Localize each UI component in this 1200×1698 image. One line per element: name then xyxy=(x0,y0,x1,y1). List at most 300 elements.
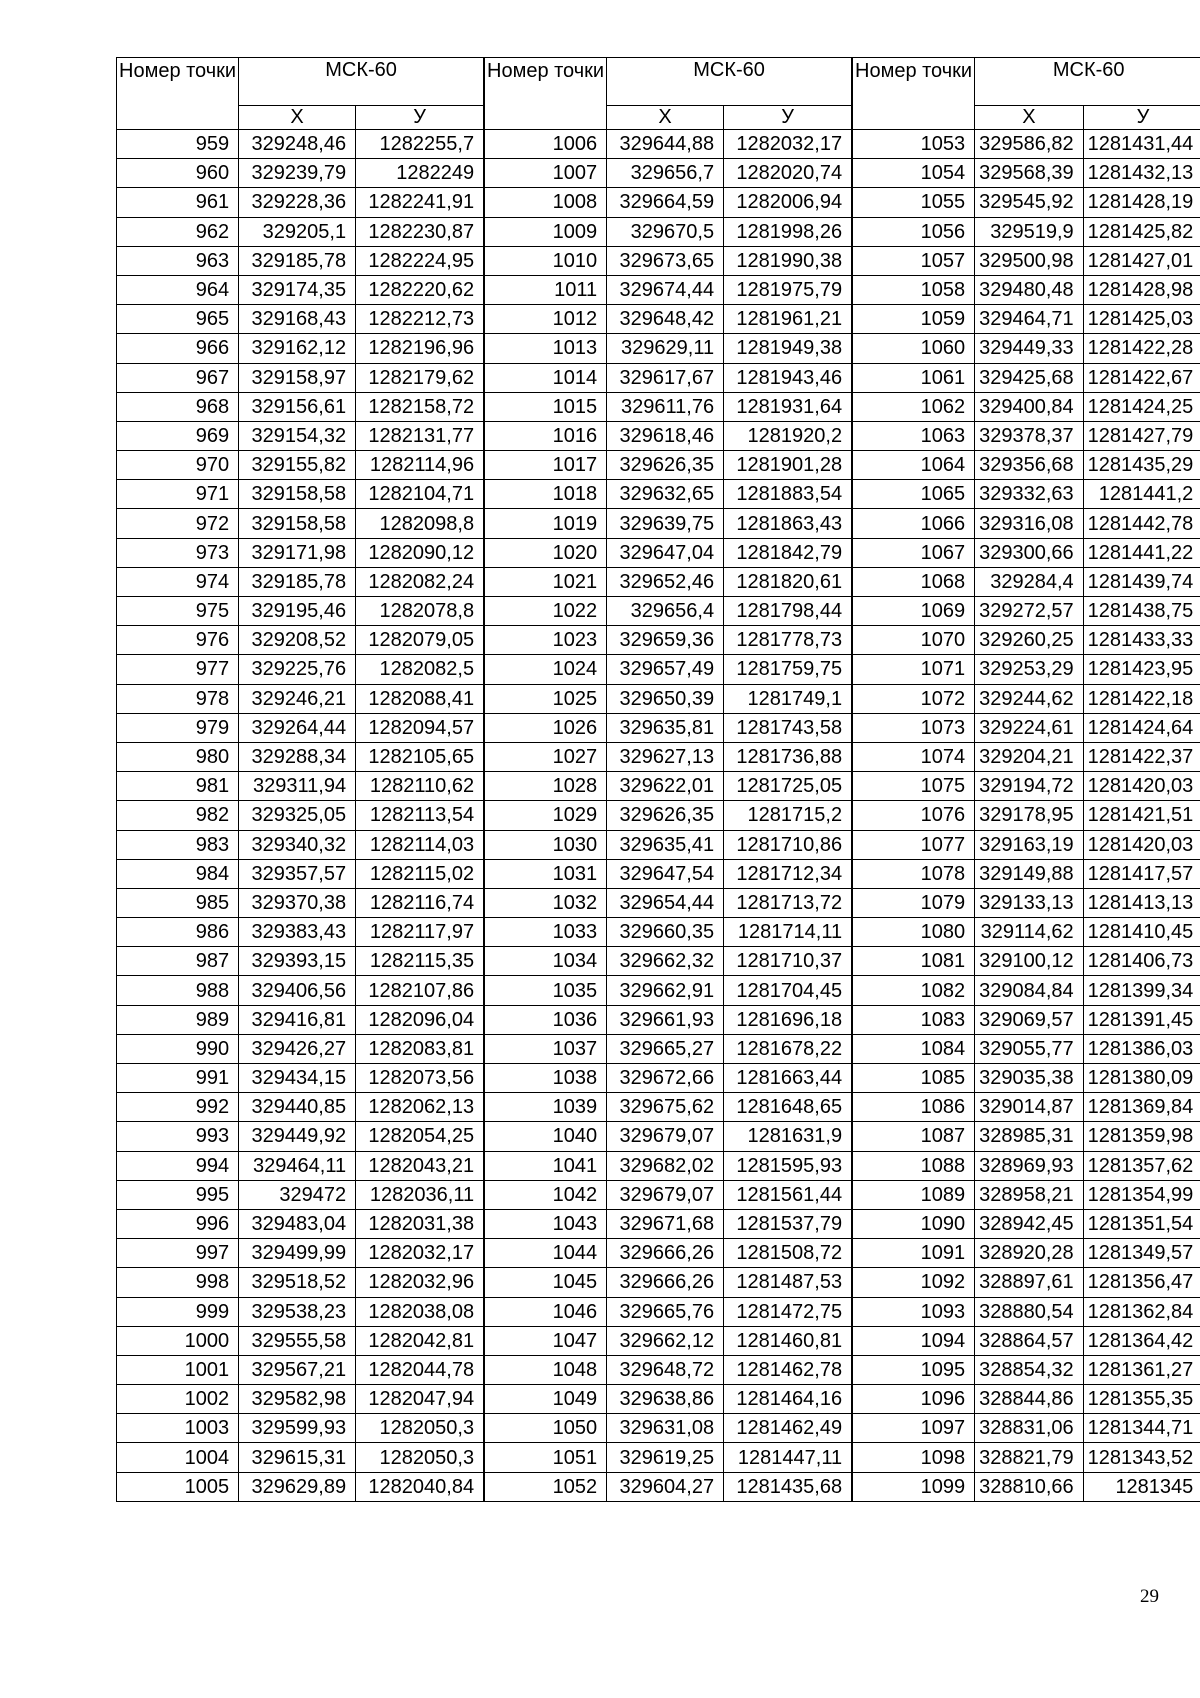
point-number-cell: 1007 xyxy=(485,159,607,188)
x-coordinate-cell: 329288,34 xyxy=(239,742,356,771)
point-number-cell: 993 xyxy=(117,1122,239,1151)
point-number-cell: 1010 xyxy=(485,246,607,275)
table-row xyxy=(117,597,484,626)
point-number-cell: 1053 xyxy=(853,130,975,159)
point-number-cell: 1020 xyxy=(485,538,607,567)
x-coordinate-cell: 329158,58 xyxy=(239,509,356,538)
y-coordinate-cell: 1281725,05 xyxy=(724,772,852,801)
point-number-cell: 1093 xyxy=(853,1297,975,1326)
x-coordinate-cell: 329224,61 xyxy=(975,713,1084,742)
point-number-cell: 1025 xyxy=(485,684,607,713)
table-row xyxy=(117,188,484,217)
x-coordinate-cell: 328897,61 xyxy=(975,1268,1084,1297)
x-coordinate-cell: 329449,33 xyxy=(975,334,1084,363)
x-coordinate-cell: 329194,72 xyxy=(975,772,1084,801)
x-coordinate-cell: 329652,46 xyxy=(607,567,724,596)
point-number-cell: 989 xyxy=(117,1005,239,1034)
point-number-cell: 998 xyxy=(117,1268,239,1297)
point-number-cell: 1028 xyxy=(485,772,607,801)
y-coordinate-cell: 1281361,27 xyxy=(1083,1355,1200,1384)
table-row xyxy=(117,363,484,392)
point-number-cell: 1038 xyxy=(485,1064,607,1093)
x-coordinate-cell: 329154,32 xyxy=(239,421,356,450)
x-coordinate-cell: 328854,32 xyxy=(975,1355,1084,1384)
x-coordinate-cell: 329393,15 xyxy=(239,947,356,976)
table-row xyxy=(485,1064,852,1093)
x-coordinate-cell: 329426,27 xyxy=(239,1034,356,1063)
table-row xyxy=(485,1239,852,1268)
point-number-cell: 1035 xyxy=(485,976,607,1005)
table-row xyxy=(485,1180,852,1209)
point-number-cell: 1076 xyxy=(853,801,975,830)
y-coordinate-cell: 1282115,02 xyxy=(356,859,484,888)
point-number-cell: 1000 xyxy=(117,1326,239,1355)
x-coordinate-cell: 329370,38 xyxy=(239,888,356,917)
table-row xyxy=(853,742,1200,771)
table-row xyxy=(485,538,852,567)
table-row xyxy=(117,684,484,713)
point-number-cell: 959 xyxy=(117,130,239,159)
y-coordinate-cell: 1281901,28 xyxy=(724,451,852,480)
y-coordinate-cell: 1281595,93 xyxy=(724,1151,852,1180)
point-number-cell: 1016 xyxy=(485,421,607,450)
y-coordinate-cell: 1282078,8 xyxy=(356,597,484,626)
point-number-cell: 1009 xyxy=(485,217,607,246)
point-number-cell: 971 xyxy=(117,480,239,509)
table-row xyxy=(853,567,1200,596)
point-number-cell: 964 xyxy=(117,275,239,304)
point-number-cell: 1088 xyxy=(853,1151,975,1180)
table-row xyxy=(485,1151,852,1180)
x-coordinate-cell: 329133,13 xyxy=(975,888,1084,917)
y-coordinate-cell: 1281961,21 xyxy=(724,305,852,334)
y-coordinate-cell: 1281704,45 xyxy=(724,976,852,1005)
x-coordinate-cell: 329499,99 xyxy=(239,1239,356,1268)
point-number-cell: 1070 xyxy=(853,626,975,655)
y-coordinate-cell: 1281355,35 xyxy=(1083,1385,1200,1414)
table-row xyxy=(853,363,1200,392)
point-number-cell: 1063 xyxy=(853,421,975,450)
table-row xyxy=(117,918,484,947)
y-coordinate-cell: 1281943,46 xyxy=(724,363,852,392)
point-number-cell: 972 xyxy=(117,509,239,538)
point-number-cell: 1044 xyxy=(485,1239,607,1268)
point-number-cell: 1098 xyxy=(853,1443,975,1472)
y-coordinate-cell: 1282038,08 xyxy=(356,1297,484,1326)
table-row xyxy=(853,1064,1200,1093)
y-coordinate-cell: 1281487,53 xyxy=(724,1268,852,1297)
point-number-cell: 1056 xyxy=(853,217,975,246)
x-coordinate-cell: 329665,27 xyxy=(607,1034,724,1063)
point-number-cell: 1075 xyxy=(853,772,975,801)
point-number-header: Номер точки xyxy=(117,58,239,130)
x-coordinate-cell: 328880,54 xyxy=(975,1297,1084,1326)
table-row xyxy=(485,1005,852,1034)
table-row xyxy=(485,742,852,771)
point-number-cell: 979 xyxy=(117,713,239,742)
table-row xyxy=(117,1064,484,1093)
point-number-cell: 1031 xyxy=(485,859,607,888)
y-coordinate-cell: 1281462,78 xyxy=(724,1355,852,1384)
table-row xyxy=(117,567,484,596)
point-number-cell: 1099 xyxy=(853,1472,975,1501)
table-row xyxy=(853,1239,1200,1268)
table-row xyxy=(853,1355,1200,1384)
point-number-cell: 1084 xyxy=(853,1034,975,1063)
point-number-header: Номер точки xyxy=(853,58,975,130)
table-row xyxy=(485,305,852,334)
x-coordinate-cell: 329114,62 xyxy=(975,918,1084,947)
point-number-cell: 984 xyxy=(117,859,239,888)
point-number-cell: 970 xyxy=(117,451,239,480)
table-row xyxy=(117,1355,484,1384)
point-number-header: Номер точки xyxy=(485,58,607,130)
table-row xyxy=(485,1385,852,1414)
y-coordinate-cell: 1281435,29 xyxy=(1083,451,1200,480)
y-coordinate-cell: 1282032,17 xyxy=(724,130,852,159)
x-coordinate-cell: 329383,43 xyxy=(239,918,356,947)
point-number-cell: 1059 xyxy=(853,305,975,334)
table-row xyxy=(117,480,484,509)
point-number-cell: 1057 xyxy=(853,246,975,275)
x-coordinate-cell: 329155,82 xyxy=(239,451,356,480)
y-coordinate-cell: 1281424,25 xyxy=(1083,392,1200,421)
point-number-cell: 1015 xyxy=(485,392,607,421)
table-row xyxy=(485,363,852,392)
x-coordinate-cell: 329617,67 xyxy=(607,363,724,392)
y-coordinate-cell: 1281441,2 xyxy=(1083,480,1200,509)
x-coordinate-cell: 329264,44 xyxy=(239,713,356,742)
table-row xyxy=(485,859,852,888)
y-coordinate-cell: 1281359,98 xyxy=(1083,1122,1200,1151)
x-coordinate-cell: 329300,66 xyxy=(975,538,1084,567)
table-row xyxy=(485,480,852,509)
table-row xyxy=(117,1385,484,1414)
y-coordinate-cell: 1282230,87 xyxy=(356,217,484,246)
y-coordinate-cell: 1282082,5 xyxy=(356,655,484,684)
point-number-cell: 1067 xyxy=(853,538,975,567)
point-number-cell: 973 xyxy=(117,538,239,567)
point-number-cell: 981 xyxy=(117,772,239,801)
x-coordinate-cell: 329149,88 xyxy=(975,859,1084,888)
x-coordinate-cell: 329545,92 xyxy=(975,188,1084,217)
x-coordinate-cell: 329672,66 xyxy=(607,1064,724,1093)
point-number-cell: 986 xyxy=(117,918,239,947)
table-row xyxy=(853,1151,1200,1180)
x-coordinate-cell: 329599,93 xyxy=(239,1414,356,1443)
point-number-cell: 985 xyxy=(117,888,239,917)
x-coordinate-cell: 329162,12 xyxy=(239,334,356,363)
table-row xyxy=(485,130,852,159)
y-coordinate-cell: 1282044,78 xyxy=(356,1355,484,1384)
y-coordinate-cell: 1281417,57 xyxy=(1083,859,1200,888)
y-coordinate-cell: 1281344,71 xyxy=(1083,1414,1200,1443)
point-number-cell: 1058 xyxy=(853,275,975,304)
y-coordinate-cell: 1282116,74 xyxy=(356,888,484,917)
y-coordinate-cell: 1281920,2 xyxy=(724,421,852,450)
y-coordinate-cell: 1281561,44 xyxy=(724,1180,852,1209)
table-row xyxy=(485,217,852,246)
x-coordinate-cell: 329204,21 xyxy=(975,742,1084,771)
coordinate-system-header: МСК-60 xyxy=(607,58,852,106)
point-number-cell: 1032 xyxy=(485,888,607,917)
y-coordinate-cell: 1281713,72 xyxy=(724,888,852,917)
table-row xyxy=(485,772,852,801)
point-number-cell: 1026 xyxy=(485,713,607,742)
y-coordinate-cell: 1281354,99 xyxy=(1083,1180,1200,1209)
table-row xyxy=(853,217,1200,246)
table-row xyxy=(485,275,852,304)
y-coordinate-cell: 1281778,73 xyxy=(724,626,852,655)
y-coordinate-cell: 1281710,37 xyxy=(724,947,852,976)
y-coordinate-cell: 1282113,54 xyxy=(356,801,484,830)
point-number-cell: 1094 xyxy=(853,1326,975,1355)
y-coordinate-cell: 1281425,03 xyxy=(1083,305,1200,334)
point-number-cell: 1079 xyxy=(853,888,975,917)
table-row xyxy=(485,1414,852,1443)
table-row xyxy=(485,1472,852,1501)
y-coordinate-cell: 1281464,16 xyxy=(724,1385,852,1414)
x-coordinate-cell: 329673,65 xyxy=(607,246,724,275)
point-number-cell: 1024 xyxy=(485,655,607,684)
point-number-cell: 977 xyxy=(117,655,239,684)
x-coordinate-cell: 329662,32 xyxy=(607,947,724,976)
y-coordinate-cell: 1281710,86 xyxy=(724,830,852,859)
point-number-cell: 997 xyxy=(117,1239,239,1268)
x-coordinate-cell: 329622,01 xyxy=(607,772,724,801)
table-row xyxy=(853,305,1200,334)
table-row xyxy=(485,188,852,217)
x-coordinate-cell: 329648,42 xyxy=(607,305,724,334)
y-coordinate-cell: 1282098,8 xyxy=(356,509,484,538)
table-row xyxy=(485,597,852,626)
point-number-cell: 1005 xyxy=(117,1472,239,1501)
point-number-cell: 996 xyxy=(117,1209,239,1238)
table-row xyxy=(485,655,852,684)
y-coordinate-cell: 1281949,38 xyxy=(724,334,852,363)
point-number-cell: 961 xyxy=(117,188,239,217)
y-header: У xyxy=(724,106,852,130)
x-coordinate-cell: 329648,72 xyxy=(607,1355,724,1384)
x-coordinate-cell: 329644,88 xyxy=(607,130,724,159)
y-coordinate-cell: 1281759,75 xyxy=(724,655,852,684)
table-row xyxy=(117,246,484,275)
table-row xyxy=(485,567,852,596)
y-coordinate-cell: 1282073,56 xyxy=(356,1064,484,1093)
x-coordinate-cell: 329174,35 xyxy=(239,275,356,304)
point-number-cell: 992 xyxy=(117,1093,239,1122)
x-coordinate-cell: 329332,63 xyxy=(975,480,1084,509)
y-coordinate-cell: 1281975,79 xyxy=(724,275,852,304)
table-row xyxy=(853,1005,1200,1034)
x-coordinate-cell: 329618,46 xyxy=(607,421,724,450)
y-coordinate-cell: 1281842,79 xyxy=(724,538,852,567)
x-coordinate-cell: 329629,89 xyxy=(239,1472,356,1501)
y-coordinate-cell: 1282032,17 xyxy=(356,1239,484,1268)
x-coordinate-cell: 329631,08 xyxy=(607,1414,724,1443)
point-number-cell: 1052 xyxy=(485,1472,607,1501)
y-coordinate-cell: 1281432,13 xyxy=(1083,159,1200,188)
x-coordinate-cell: 329356,68 xyxy=(975,451,1084,480)
table-row xyxy=(485,509,852,538)
y-coordinate-cell: 1281447,11 xyxy=(724,1443,852,1472)
point-number-cell: 962 xyxy=(117,217,239,246)
table-row xyxy=(853,1443,1200,1472)
x-coordinate-cell: 329284,4 xyxy=(975,567,1084,596)
point-number-cell: 1055 xyxy=(853,188,975,217)
y-coordinate-cell: 1281435,68 xyxy=(724,1472,852,1501)
x-coordinate-cell: 328821,79 xyxy=(975,1443,1084,1472)
y-coordinate-cell: 1282117,97 xyxy=(356,918,484,947)
x-coordinate-cell: 329163,19 xyxy=(975,830,1084,859)
point-number-cell: 999 xyxy=(117,1297,239,1326)
table-row xyxy=(853,538,1200,567)
y-coordinate-cell: 1282090,12 xyxy=(356,538,484,567)
table-row xyxy=(853,626,1200,655)
y-coordinate-cell: 1281424,64 xyxy=(1083,713,1200,742)
table-row xyxy=(485,1355,852,1384)
x-coordinate-cell: 329647,54 xyxy=(607,859,724,888)
y-coordinate-cell: 1282255,7 xyxy=(356,130,484,159)
y-coordinate-cell: 1281427,79 xyxy=(1083,421,1200,450)
x-coordinate-cell: 328985,31 xyxy=(975,1122,1084,1151)
table-row xyxy=(117,947,484,976)
x-coordinate-cell: 329555,58 xyxy=(239,1326,356,1355)
point-number-cell: 1013 xyxy=(485,334,607,363)
point-number-cell: 966 xyxy=(117,334,239,363)
y-coordinate-cell: 1281460,81 xyxy=(724,1326,852,1355)
x-coordinate-cell: 329567,21 xyxy=(239,1355,356,1384)
table-row xyxy=(485,830,852,859)
x-coordinate-cell: 329168,43 xyxy=(239,305,356,334)
x-coordinate-cell: 329185,78 xyxy=(239,246,356,275)
table-row xyxy=(117,1122,484,1151)
point-number-cell: 1089 xyxy=(853,1180,975,1209)
table-row xyxy=(117,830,484,859)
point-number-cell: 1022 xyxy=(485,597,607,626)
table-row xyxy=(853,918,1200,947)
x-coordinate-cell: 329670,5 xyxy=(607,217,724,246)
y-coordinate-cell: 1281422,37 xyxy=(1083,742,1200,771)
x-coordinate-cell: 329272,57 xyxy=(975,597,1084,626)
x-coordinate-cell: 328810,66 xyxy=(975,1472,1084,1501)
y-coordinate-cell: 1282107,86 xyxy=(356,976,484,1005)
x-coordinate-cell: 329253,29 xyxy=(975,655,1084,684)
x-coordinate-cell: 329464,71 xyxy=(975,305,1084,334)
point-number-cell: 1069 xyxy=(853,597,975,626)
point-number-cell: 1097 xyxy=(853,1414,975,1443)
table-row xyxy=(853,1034,1200,1063)
y-coordinate-cell: 1281406,73 xyxy=(1083,947,1200,976)
table-row xyxy=(485,159,852,188)
table-row xyxy=(853,246,1200,275)
y-coordinate-cell: 1281820,61 xyxy=(724,567,852,596)
table-row xyxy=(853,451,1200,480)
table-row xyxy=(853,392,1200,421)
x-header: Х xyxy=(239,106,356,130)
table-row xyxy=(853,859,1200,888)
y-coordinate-cell: 1282196,96 xyxy=(356,334,484,363)
x-coordinate-cell: 329682,02 xyxy=(607,1151,724,1180)
point-number-cell: 1074 xyxy=(853,742,975,771)
table-row xyxy=(853,801,1200,830)
x-coordinate-cell: 328864,57 xyxy=(975,1326,1084,1355)
x-coordinate-cell: 329656,7 xyxy=(607,159,724,188)
x-coordinate-cell: 329400,84 xyxy=(975,392,1084,421)
x-coordinate-cell: 329635,41 xyxy=(607,830,724,859)
point-number-cell: 1006 xyxy=(485,130,607,159)
table-row xyxy=(117,655,484,684)
point-number-cell: 1019 xyxy=(485,509,607,538)
point-number-cell: 1085 xyxy=(853,1064,975,1093)
y-coordinate-cell: 1281537,79 xyxy=(724,1209,852,1238)
x-coordinate-cell: 329171,98 xyxy=(239,538,356,567)
table-row xyxy=(853,772,1200,801)
x-coordinate-cell: 329615,31 xyxy=(239,1443,356,1472)
point-number-cell: 1048 xyxy=(485,1355,607,1384)
x-header: Х xyxy=(975,106,1084,130)
y-coordinate-cell: 1282131,77 xyxy=(356,421,484,450)
point-number-cell: 1014 xyxy=(485,363,607,392)
point-number-cell: 1003 xyxy=(117,1414,239,1443)
y-coordinate-cell: 1281462,49 xyxy=(724,1414,852,1443)
x-coordinate-cell: 329568,39 xyxy=(975,159,1084,188)
point-number-cell: 978 xyxy=(117,684,239,713)
x-coordinate-cell: 329178,95 xyxy=(975,801,1084,830)
point-number-cell: 960 xyxy=(117,159,239,188)
table-row xyxy=(117,976,484,1005)
y-coordinate-cell: 1282115,35 xyxy=(356,947,484,976)
point-number-cell: 982 xyxy=(117,801,239,830)
x-coordinate-cell: 329679,07 xyxy=(607,1180,724,1209)
x-coordinate-cell: 329666,26 xyxy=(607,1239,724,1268)
y-coordinate-cell: 1281678,22 xyxy=(724,1034,852,1063)
x-coordinate-cell: 329675,62 xyxy=(607,1093,724,1122)
y-coordinate-cell: 1282088,41 xyxy=(356,684,484,713)
y-coordinate-cell: 1282114,03 xyxy=(356,830,484,859)
y-coordinate-cell: 1281798,44 xyxy=(724,597,852,626)
y-coordinate-cell: 1281420,03 xyxy=(1083,830,1200,859)
y-header: У xyxy=(356,106,484,130)
y-coordinate-cell: 1282158,72 xyxy=(356,392,484,421)
x-coordinate-cell: 329100,12 xyxy=(975,947,1084,976)
x-coordinate-cell: 329406,56 xyxy=(239,976,356,1005)
point-number-cell: 1051 xyxy=(485,1443,607,1472)
y-coordinate-cell: 1281472,75 xyxy=(724,1297,852,1326)
table-row xyxy=(117,1472,484,1501)
point-number-cell: 1062 xyxy=(853,392,975,421)
x-coordinate-cell: 329472 xyxy=(239,1180,356,1209)
x-coordinate-cell: 329357,57 xyxy=(239,859,356,888)
x-coordinate-cell: 329055,77 xyxy=(975,1034,1084,1063)
y-coordinate-cell: 1281736,88 xyxy=(724,742,852,771)
y-coordinate-cell: 1281345 xyxy=(1083,1472,1200,1501)
table-row xyxy=(853,1326,1200,1355)
table-row xyxy=(853,1093,1200,1122)
y-coordinate-cell: 1281410,45 xyxy=(1083,918,1200,947)
y-coordinate-cell: 1282020,74 xyxy=(724,159,852,188)
x-coordinate-cell: 329248,46 xyxy=(239,130,356,159)
point-number-cell: 1040 xyxy=(485,1122,607,1151)
table-row xyxy=(853,830,1200,859)
table-row xyxy=(853,275,1200,304)
x-coordinate-cell: 329084,84 xyxy=(975,976,1084,1005)
x-coordinate-cell: 329660,35 xyxy=(607,918,724,947)
y-coordinate-cell: 1281369,84 xyxy=(1083,1093,1200,1122)
x-coordinate-cell: 328969,93 xyxy=(975,1151,1084,1180)
point-number-cell: 994 xyxy=(117,1151,239,1180)
table-row xyxy=(853,421,1200,450)
